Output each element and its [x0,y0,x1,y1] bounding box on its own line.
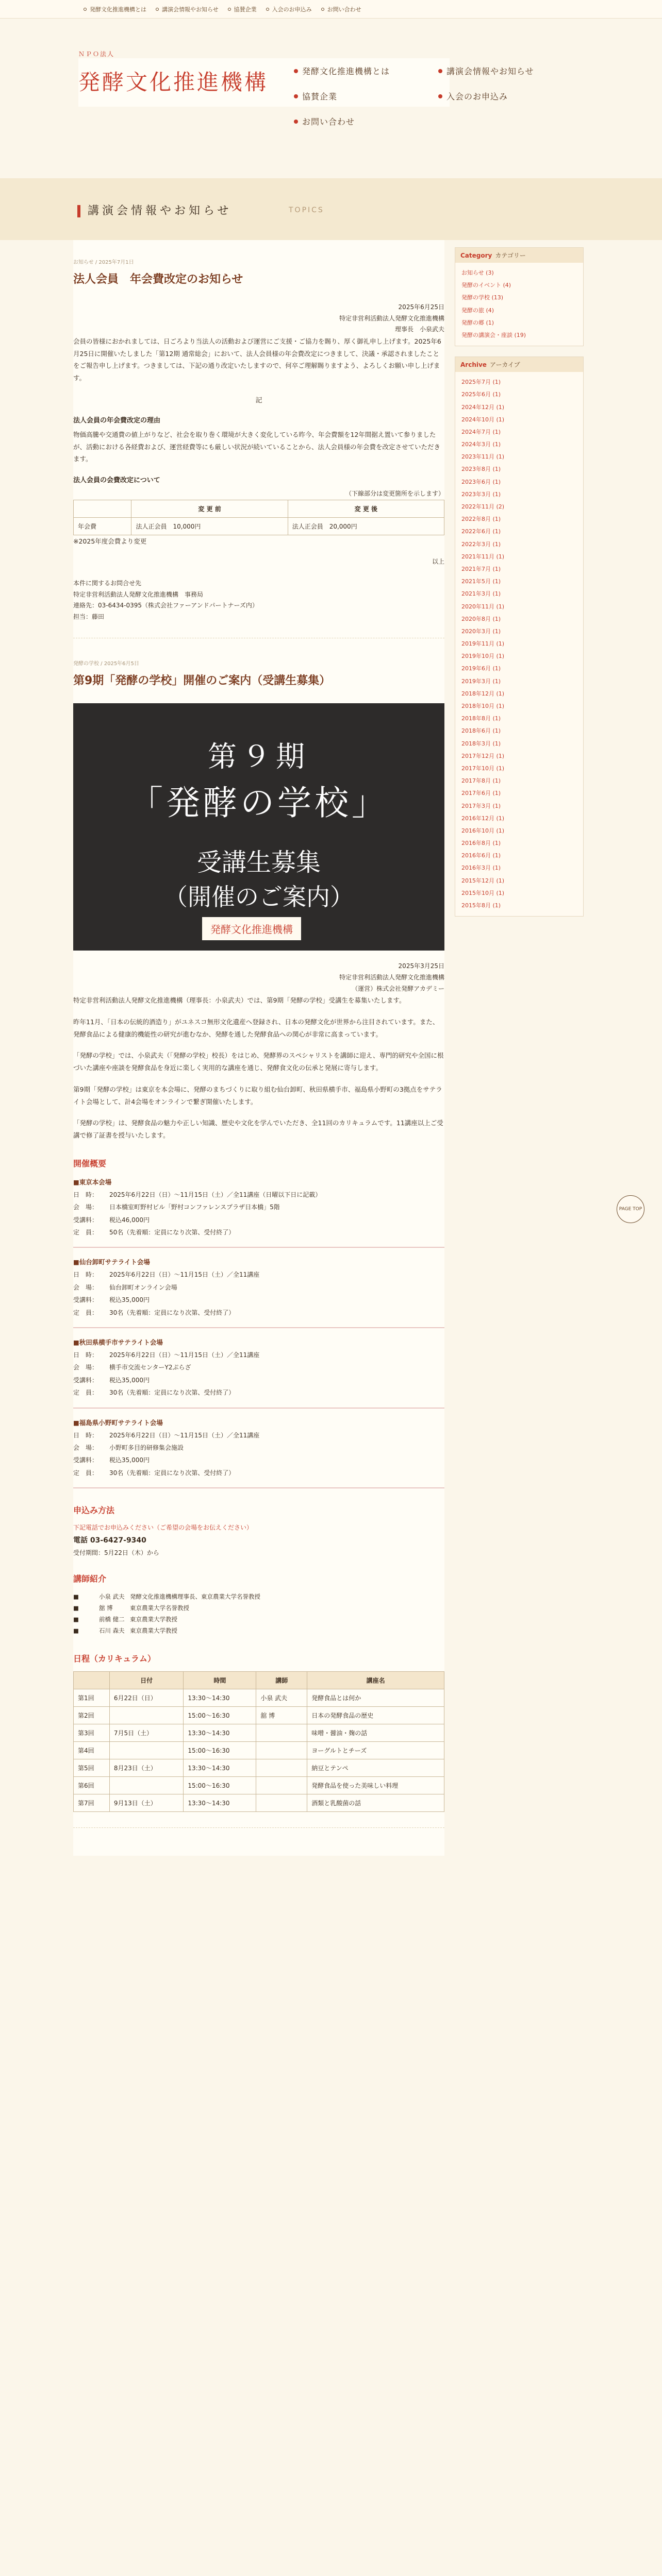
archive-link[interactable]: 2025年7月 (1) [461,379,501,386]
lecturer-marker: ■ [73,1615,79,1623]
table-head-before: 変 更 前 [131,500,288,517]
post-org: 特定非営利活動法人発酵文化推進機構 [339,973,444,981]
category-link[interactable]: 発酵のイベント (4) [461,282,511,289]
page-banner [0,178,662,240]
post-paragraph: 第9期「発酵の学校」は東京を本会場に、発酵のまちづくりに取り組む仙台卸町、秋田県横手市、福島県小野町の3拠点をサテライト会場として、計4会場をオンラインで繋ぎ開催いたします。 [73,1085,442,1106]
lecturer-marker: ■ [73,1626,79,1634]
lecturer-name: 前橋 健二 [99,1615,125,1623]
logo-sub: ＮＰＯ法人 [78,50,115,58]
top-nav-link[interactable] [266,5,312,13]
archive-subheading: アーカイブ [489,361,520,369]
apply-tel[interactable]: 電話 03-6427-9340 [73,1536,146,1545]
schedule-cell: 第4回 [74,1741,110,1759]
category-list [455,263,583,346]
archive-link[interactable]: 2021年11月 (1) [461,553,505,560]
archive-link[interactable]: 2019年11月 (1) [461,640,505,648]
venue-details [73,1430,444,1479]
schedule-cell: 第3回 [74,1724,110,1741]
lecturer-marker: ■ [73,1593,79,1601]
venue-key: 会 場： [73,1283,98,1291]
post-date: 2025年6月25日 [398,303,444,311]
archive-link[interactable]: 2017年10月 (1) [461,765,505,772]
table-cell: 年会費 [74,517,131,535]
header-nav-link[interactable] [438,90,583,102]
schedule-cell [109,1776,184,1794]
header-nav-link[interactable] [294,90,438,102]
site-logo[interactable] [78,49,269,111]
archive-link[interactable]: 2023年6月 (1) [461,478,501,485]
contact-line: 本件に関するお問合せ先 [73,579,142,587]
schedule-cell: 7月5日（土） [109,1724,184,1741]
schedule-cell: 6月22日（日） [109,1689,184,1706]
archive-link[interactable]: 2017年3月 (1) [461,802,501,809]
venue-key: 日 時： [73,1271,98,1279]
header [0,19,662,127]
section-heading: 申込み方法 [73,1505,115,1516]
table-row [74,1741,444,1759]
post-meta: お知らせ / 2025年7月1日 [73,260,134,265]
venue-value: 日本橋室町野村ビル「野村コンファレンスプラザ日本橋」5階 [109,1204,280,1211]
archive-link[interactable]: 2018年10月 (1) [461,703,505,709]
bullet-icon [438,69,442,73]
category-subheading: カテゴリー [495,252,526,259]
venue-details [73,1190,444,1238]
header-nav-link[interactable] [294,115,438,127]
venue-name: ■仙台卸町サテライト会場 [73,1258,150,1266]
header-nav-label: 協賛企業 [302,92,338,101]
top-nav-label: 発酵文化推進機構とは [90,6,146,13]
header-nav-label: 入会のお申込み [446,92,508,101]
venue-name: ■東京本会場 [73,1178,112,1186]
bullet-icon [294,69,298,73]
section-heading: 開催概要 [73,1158,107,1168]
archive-link[interactable]: 2022年3月 (1) [461,540,501,548]
post-school [73,654,444,1827]
venue-key: 受講料： [73,1376,98,1384]
table-row [74,1689,444,1706]
schedule-cell: 第2回 [74,1706,110,1724]
post-paragraph: 「発酵の学校」では、小泉武夫（「発酵の学校」校長）をはじめ、発酵界のスペシャリストを講師に迎え、専門的研究や全国に根づいた講座や座談を発酵食品を身近に楽しく実用的な講座を通じ、発酵食文化の伝承と発展に寄与します。 [73,1052,444,1072]
circle-icon [266,8,269,11]
table-row [74,1706,444,1724]
hero-text: （開催のご案内） [164,883,354,911]
archive-link[interactable]: 2016年6月 (1) [461,852,501,859]
venue-key: 受講料： [73,1456,98,1464]
post-org: 特定非営利活動法人発酵文化推進機構 [339,314,444,322]
archive-link[interactable]: 2021年5月 (1) [461,578,501,585]
post-meta: 発酵の学校 / 2025年6月5日 [73,661,139,667]
fee-table [73,500,444,535]
post-paragraph: 昨年11月、「日本の伝統的酒造り」がユネスコ無形文化遺産へ登録され、日本の発酵文化が世界から注目されています。また、発酵食品による健康的機能性の研究が進むなか、発酵を通した発酵食品への関心が非常に高まっています。 [73,1018,439,1038]
post-title[interactable]: 第9期「発酵の学校」開催のご案内（受講生募集） [73,674,331,688]
top-nav-label: 協賛企業 [234,6,257,13]
schedule-cell: 第7回 [74,1794,110,1811]
header-nav-label: お問い合わせ [302,117,355,127]
schedule-cell [256,1794,307,1811]
contact-line: 特定非営利活動法人発酵文化推進機構 事務局 [73,590,204,598]
archive-link[interactable]: 2024年3月 (1) [461,441,501,448]
schedule-cell: 15:00〜16:30 [184,1741,256,1759]
archive-link[interactable]: 2016年12月 (1) [461,815,505,822]
schedule-cell: 発酵食品とは何か [307,1689,444,1706]
circle-icon [84,8,87,11]
archive-link[interactable]: 2018年12月 (1) [461,690,505,697]
archive-link[interactable]: 2019年6月 (1) [461,665,501,672]
archive-link[interactable]: 2017年6月 (1) [461,790,501,797]
category-box [455,247,584,346]
lecturer-name: 小泉 武夫 [99,1593,125,1601]
archive-link[interactable]: 2016年3月 (1) [461,865,501,872]
divider [73,1247,444,1248]
schedule-cell: 15:00〜16:30 [184,1776,256,1794]
top-nav-label: お問い合わせ [327,6,361,13]
venue-value: 税込35,000円 [109,1456,150,1464]
schedule-cell: 第1回 [74,1689,110,1706]
hero-text: 受講生募集 [196,848,321,877]
post-fee-revision [73,252,444,638]
table-head-after: 変 更 後 [288,500,444,517]
archive-link[interactable]: 2022年11月 (2) [461,503,505,510]
archive-link[interactable]: 2015年12月 (1) [461,877,505,884]
schedule-cell: 15:00〜16:30 [184,1706,256,1724]
header-nav-label: 講演会情報やお知らせ [446,66,534,76]
category-link[interactable]: 発酵の旅 (4) [461,307,494,314]
main-content [73,240,444,1856]
post-signature: 理事長 小泉武夫 [394,326,444,333]
archive-link[interactable]: 2020年8月 (1) [461,615,501,622]
schedule-cell: 日本の発酵食品の歴史 [307,1706,444,1724]
schedule-table [73,1671,444,1812]
top-nav-link[interactable] [156,5,219,13]
post-end: 以上 [432,558,444,566]
top-nav-label: 講演会情報やお知らせ [162,6,219,13]
archive-link[interactable]: 2019年10月 (1) [461,653,505,660]
archive-link[interactable]: 2023年3月 (1) [461,490,501,498]
venue-key: 会 場： [73,1204,98,1211]
page-top-button[interactable]: PAGE TOP [617,1195,644,1223]
archive-link[interactable]: 2017年8月 (1) [461,777,501,785]
circle-icon [156,8,159,11]
lecturer-name: 舘 博 [99,1604,113,1612]
archive-link[interactable]: 2017年12月 (1) [461,752,505,759]
schedule-cell: 小泉 武夫 [256,1689,307,1706]
schedule-head-row [74,1671,444,1689]
bullet-icon [294,120,298,124]
archive-link[interactable]: 2020年3月 (1) [461,628,501,635]
post-paragraph: 会員の皆様におかれましては、日ごろより当法人の活動および運営にご支援・ご協力を賜り、厚く御礼申し上げます。2025年6月25日に開催いたしました「第12期 通常総会」において、法人会員様の年会費改定につきまして、決議・承認されましたことをご報告申し上げます。つきましては、下記の通り改定いたしますので、何卒ご理解賜りますよう、よろしくお願い申し上げます。 [73,337,441,382]
archive-link[interactable]: 2025年6月 (1) [461,391,501,398]
archive-link[interactable]: 2021年3月 (1) [461,590,501,598]
venue-value: 税込46,000円 [109,1216,150,1224]
contact-line: 連絡先：03-6434-0395（株式会社ファーアンドパートナーズ内） [73,602,258,609]
archive-link[interactable]: 2024年10月 (1) [461,416,505,423]
schedule-cell: 13:30〜14:30 [184,1724,256,1741]
top-nav-label: 入会のお申込み [272,6,312,13]
top-nav-link[interactable] [321,5,361,13]
category-link[interactable]: 発酵の学校 (13) [461,294,504,301]
fee-apply-note: ※2025年度会費より変更 [73,537,147,545]
circle-icon [321,8,324,11]
venue-key: 日 時： [73,1431,98,1439]
category-link[interactable]: 発酵の講演会・座談 (19) [461,331,526,338]
archive-link[interactable]: 2021年7月 (1) [461,565,501,572]
schedule-head-cell: 日付 [109,1671,184,1689]
lecturer-title: 発酵文化推進機構理事長、東京農業大学名誉教授 [130,1593,260,1601]
contact-block [73,578,444,622]
archive-link[interactable]: 2023年8月 (1) [461,466,501,473]
table-cell: 法人正会員 20,000円 [288,517,444,535]
schedule-cell: 納豆とテンペ [307,1759,444,1776]
venue-details [73,1269,444,1318]
venue-key: 受講料： [73,1296,98,1304]
header-nav [294,65,583,127]
divider [73,1487,444,1488]
venue-value: 2025年6月22日（日）〜11月15日（土）／全11講座（日曜以下日に記載） [109,1191,322,1198]
sidebar [455,240,584,1856]
archive-link[interactable]: 2015年8月 (1) [461,902,501,909]
schedule-cell: 舘 博 [256,1706,307,1724]
venue-name: ■秋田県横手市サテライト会場 [73,1338,163,1346]
lecturer-name: 石川 森夫 [99,1626,125,1634]
schedule-head-cell: 講座名 [307,1671,444,1689]
schedule-cell: 味噌・醤油・麹の話 [307,1724,444,1741]
schedule-cell: 13:30〜14:30 [184,1689,256,1706]
venue-key: 受講料： [73,1216,98,1224]
lecturer-marker: ■ [73,1604,79,1612]
post-paragraph: 「発酵の学校」は、発酵食品の魅力や正しい知識、歴史や文化を学んでいただき、全11回のカリキュラムです。11講座以上ご受講で修了証書を授与いたします。 [73,1119,443,1140]
venue-key: 定 員： [73,1309,98,1316]
hero-text: 「発酵の学校」 [129,783,389,823]
venue-value: 仙台卸町オンライン会場 [109,1283,177,1291]
divider [73,1327,444,1328]
archive-list [455,372,583,916]
top-nav-link[interactable] [84,5,146,13]
schedule-cell [256,1724,307,1741]
schedule-head-cell: 講師 [256,1671,307,1689]
header-nav-label: 発酵文化推進機構とは [302,66,390,76]
schedule-cell: 第5回 [74,1759,110,1776]
venue-value: 2025年6月22日（日）〜11月15日（土）／全11講座 [109,1431,260,1439]
venue-value: 税込35,000円 [109,1296,150,1304]
table-row [74,1724,444,1741]
post-signature: （運営）株式会社発酵アカデミー [352,985,444,992]
venue-value: 30名（先着順：定員になり次第、受付終了） [109,1389,235,1397]
category-link[interactable]: 発酵の郷 (1) [461,319,494,326]
lecturer-list [73,1591,444,1636]
venue-name: ■福島県小野町サテライト会場 [73,1418,163,1427]
school-hero-image [73,703,444,951]
schedule-cell [256,1776,307,1794]
post-date: 2025年3月25日 [398,962,444,970]
venue-key: 会 場： [73,1364,98,1371]
venue-value: 2025年6月22日（日）〜11月15日（土）／全11講座 [109,1351,260,1359]
archive-link[interactable]: 2020年11月 (1) [461,603,505,610]
hero-text: 第９期 [208,740,310,774]
archive-link[interactable]: 2024年7月 (1) [461,428,501,435]
venue-key: 日 時： [73,1351,98,1359]
archive-box [455,357,584,917]
contact-line: 担当：藤田 [73,613,105,620]
schedule-head-cell: 時間 [184,1671,256,1689]
archive-link[interactable]: 2016年8月 (1) [461,840,501,847]
schedule-cell [256,1759,307,1776]
content-wrap [73,240,589,1856]
logo-main: 発酵文化推進機構 [78,58,450,107]
schedule-cell: 8月23日（土） [109,1759,184,1776]
table-row [74,1794,444,1811]
archive-link[interactable]: 2015年10月 (1) [461,889,505,896]
circle-icon [228,8,231,11]
archive-link[interactable]: 2018年3月 (1) [461,740,501,747]
top-nav-link[interactable] [228,5,257,13]
venue-value: 30名（先着順：定員になり次第、受付終了） [109,1469,235,1477]
archive-link[interactable]: 2016年10月 (1) [461,827,505,834]
table-cell: 法人正会員 10,000円 [131,517,288,535]
lecturer-title: 東京農業大学名誉教授 [130,1604,189,1612]
venue-value: 税込35,000円 [109,1376,150,1384]
section-heading: 講師紹介 [73,1574,107,1584]
venue-value: 横手市交流センターY2ぷらざ [109,1364,191,1371]
schedule-cell: 酒類と乳酸菌の話 [307,1794,444,1811]
apply-period: 受付期間：5月22日（木）から [73,1549,159,1557]
venue-key: 会 場： [73,1444,98,1451]
venue-key: 日 時： [73,1191,98,1198]
venue-key: 定 員： [73,1389,98,1397]
page-title-en: TOPICS [289,206,324,214]
schedule-cell: 発酵食品を使った美味しい料理 [307,1776,444,1794]
schedule-cell: ヨーグルトとチーズ [307,1741,444,1759]
schedule-cell [109,1741,184,1759]
post-subheading: 法人会員の年会費改定の理由 [73,416,161,425]
post-paragraph: 物価高騰や交通費の値上がりなど、社会を取り巻く環境が大きく変化している昨今、年会費額を12年間据え置いて参りましたが、活動における各経費および、運営経費等にも厳しい状況が続いていることから、法人会員様の年会費を改定させていただきます。 [73,430,441,463]
post-subheading: 法人会員の会費改定について [73,477,160,485]
archive-link[interactable]: 2023年11月 (1) [461,453,505,461]
archive-link[interactable]: 2018年8月 (1) [461,715,501,722]
post-paragraph: 特定非営利活動法人発酵文化推進機構（理事長：小泉武夫）では、第9期「発酵の学校」受講生を募集いたします。 [73,996,406,1005]
schedule-cell [256,1741,307,1759]
page-title: 講演会情報やお知らせ [77,202,231,218]
category-link[interactable]: お知らせ (3) [461,269,494,276]
schedule-cell: 13:30〜14:30 [184,1759,256,1776]
divider [73,1408,444,1409]
venue-value: 2025年6月22日（日）〜11月15日（土）／全11講座 [109,1271,260,1279]
schedule-head-cell [74,1671,110,1689]
top-bar [0,0,662,19]
post-title[interactable]: 法人会員 年会費改定のお知らせ [73,273,243,286]
venue-key: 定 員： [73,1469,98,1477]
table-row [74,1776,444,1794]
venue-value: 30名（先着順：定員になり次第、受付終了） [109,1309,235,1316]
schedule-cell: 第6回 [74,1776,110,1794]
table-row [74,1759,444,1776]
top-nav [84,0,578,19]
schedule-cell [109,1706,184,1724]
archive-link[interactable]: 2019年3月 (1) [461,677,501,685]
archive-link[interactable]: 2018年6月 (1) [461,727,501,735]
table-head-empty [74,500,131,517]
archive-link[interactable]: 2024年12月 (1) [461,403,505,411]
schedule-cell: 9月13日（土） [109,1794,184,1811]
bullet-icon [294,94,298,98]
hero-logo: 発酵文化推進機構 [202,917,301,940]
header-nav-link[interactable] [438,65,583,77]
venue-value: 50名（先着順：定員になり次第、受付終了） [109,1229,235,1236]
archive-heading: Archive [460,361,487,369]
bullet-icon [438,94,442,98]
lecturer-title: 東京農業大学教授 [130,1626,177,1634]
category-heading: Category [460,252,492,259]
apply-instruction: 下記電話でお申込みください（ご希望の会場をお伝えください） [73,1524,253,1532]
archive-link[interactable]: 2022年8月 (1) [461,516,501,523]
section-heading: 日程（カリキュラム） [73,1653,156,1664]
lecturer-title: 東京農業大学教授 [130,1615,177,1623]
schedule-cell: 13:30〜14:30 [184,1794,256,1811]
venues [73,1177,444,1488]
venue-key: 定 員： [73,1229,98,1236]
venue-value: 小野町多目的研修集会施設 [109,1444,184,1451]
post-ki: 記 [255,396,262,404]
archive-link[interactable]: 2022年6月 (1) [461,528,501,535]
header-nav-link[interactable] [294,65,438,77]
venue-details [73,1350,444,1398]
table-note: （下線部分は変更箇所を示します） [345,490,444,498]
